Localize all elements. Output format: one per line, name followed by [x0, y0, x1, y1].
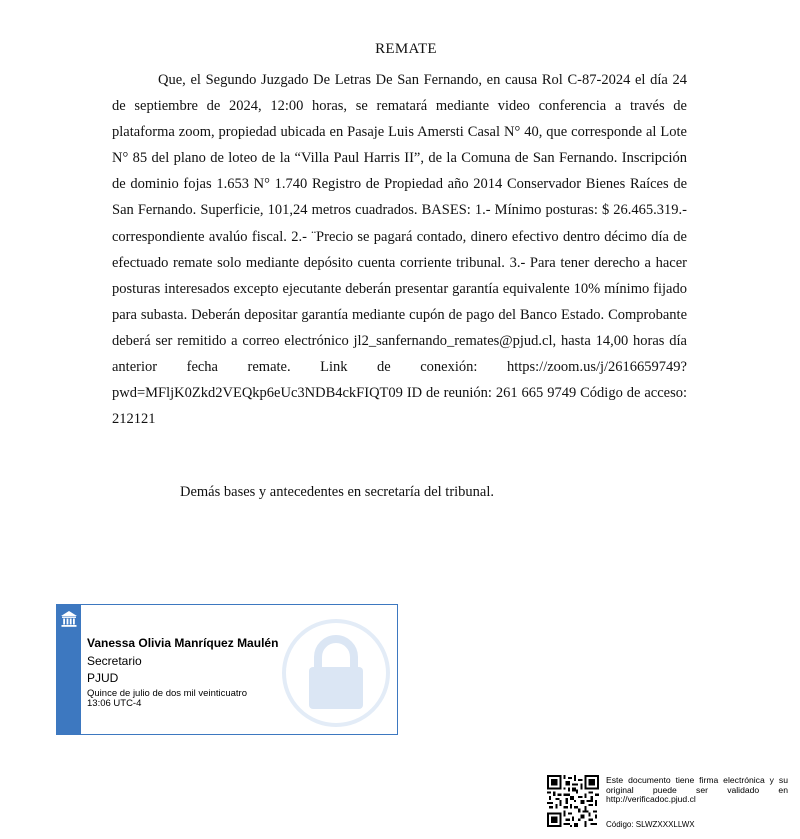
- signature-accent-stripe: [57, 605, 81, 734]
- verification-code: Código: SLWZXXXLLWX: [606, 820, 695, 829]
- lock-watermark-icon: [280, 617, 392, 729]
- verification-notice: Este documento tiene firma electrónica y su original puede ser validado en http://verificadoc.pjud.cl: [606, 775, 788, 804]
- signer-role: Secretario: [87, 654, 142, 668]
- document-body: Que, el Segundo Juzgado De Letras De San Fernando, en causa Rol C-87-2024 el día 24 de septiembre de 2024, 12:00 horas, se rematará mediante video conferencia a través de plataforma zoom, propiedad ubicada en Pasaje Luis Amersti Casal N° 40, que corresponde al Lote N° 85 del plano de loteo de la “Villa Paul Harris II”, de la Comuna de San Fernando. Inscripción de dominio fojas 1.653 N° 1.740 Registro de Propiedad año 2014 Conservador Bienes Raíces de San Fernando. Superficie, 101,24 metros cuadrados. BASES: 1.- Mínimo posturas: $ 26.465.319.- correspondiente avalúo fiscal. 2.- ¨Precio se pagará contado, dinero efectivo dentro décimo día de efectuado remate solo mediante depósito cuenta corriente tribunal. 3.- Para tener derecho a hacer posturas interesados excepto ejecutante deberán presentar garantía equivalente 10% mínimo fijado para subasta. Deberán depositar garantía mediante cupón de pago del Banco Estado. Comprobante deberá ser remitido a correo electrónico jl2_sanfernando_remates@pjud.cl, hasta 14,00 horas día anterior fecha remate. Link de conexión: https://zoom.us/j/2616659749?pwd=MFljK0Zkd2VEQkp6eUc3NDB4ckFIQT09 ID de reunión: 261 665 9749 Código de acceso: 212121: [112, 72, 687, 428]
- bank-icon: [60, 610, 78, 628]
- signature-date: Quince de julio de dos mil veinticuatro: [87, 688, 248, 699]
- signer-name: Vanessa Olivia Manríquez Maulén: [87, 636, 279, 650]
- electronic-signature-box: [56, 604, 398, 735]
- document-closing: Demás bases y antecedentes en secretaría del tribunal.: [180, 484, 495, 500]
- signature-time: 13:06 UTC-4: [87, 698, 142, 709]
- qr-code-icon: [547, 775, 599, 827]
- document-title: REMATE: [375, 41, 437, 57]
- signer-organization: PJUD: [87, 671, 119, 685]
